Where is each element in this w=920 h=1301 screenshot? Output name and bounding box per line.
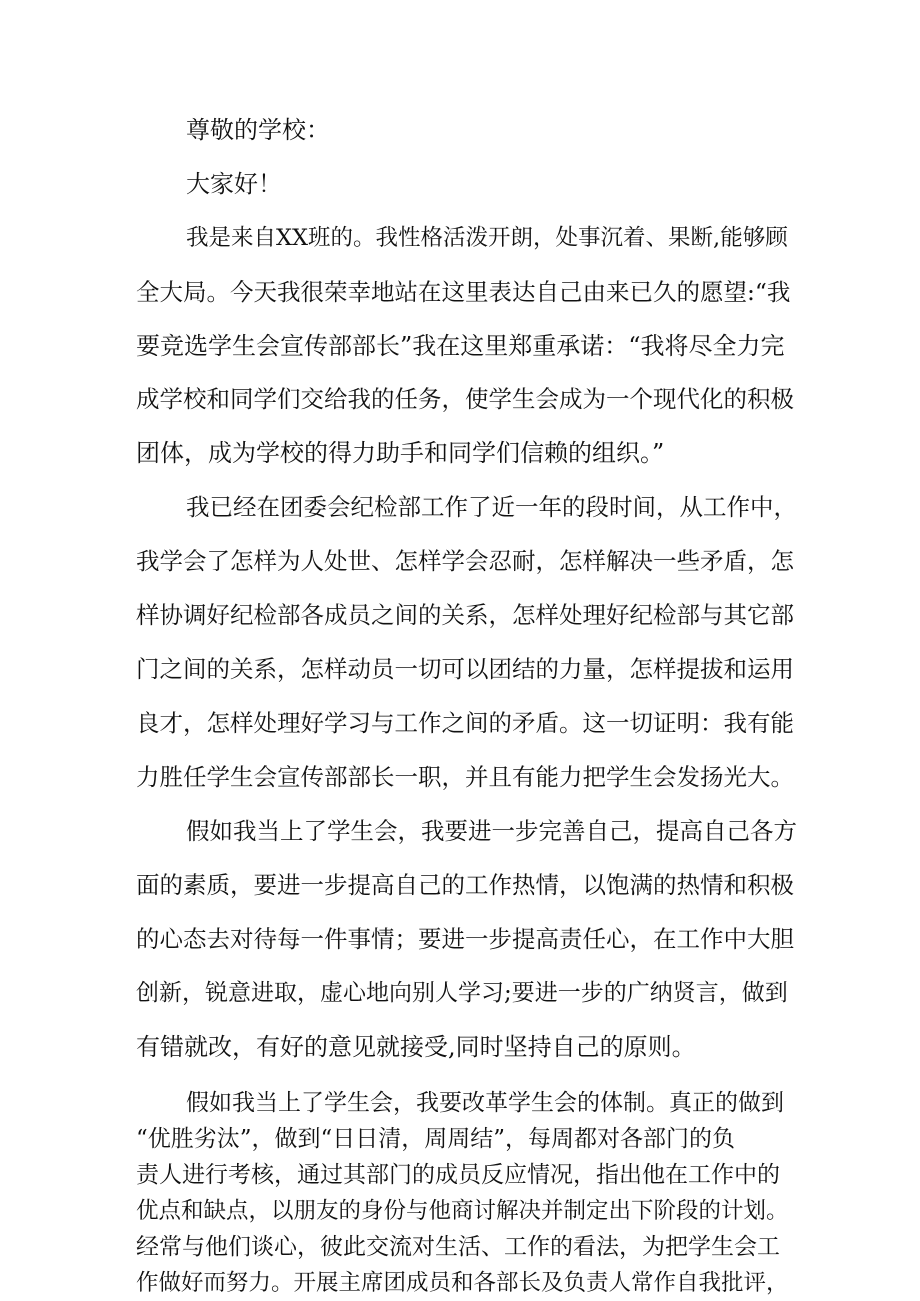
paragraph-line: 责人进行考核，通过其部门的成员反应情况，指出他在工作中的 — [136, 1162, 780, 1188]
paragraph-line: 团体，成为学校的得力助手和同学们信赖的组织。” — [136, 439, 665, 467]
paragraph-line: 优点和缺点，以朋友的身份与他商讨解决并制定出下阶段的计划。 — [136, 1198, 789, 1224]
paragraph-line: 有错就改，有好的意见就接受,同时坚持自己的原则。 — [136, 1033, 696, 1061]
salutation: 尊敬的学校： — [186, 116, 330, 144]
paragraph-line: 我学会了怎样为人处世、怎样学会忍耐，怎样解决一些矛盾，怎 — [136, 547, 794, 575]
paragraph-line: 假如我当上了学生会，我要进一步完善自己，提高自己各方 — [186, 817, 797, 845]
paragraph-line: 要竞选学生会宣传部部长”我在这里郑重承诺：“我将尽全力完 — [136, 332, 785, 360]
paragraph-line: 经常与他们谈心，彼此交流对生活、工作的看法，为把学生会工 — [136, 1234, 780, 1260]
paragraph-line: 全大局。今天我很荣幸地站在这里表达自己由来已久的愿望:“我 — [136, 278, 791, 306]
paragraph-line: 样协调好纪检部各成员之间的关系，怎样处理好纪检部与其它部 — [136, 601, 794, 629]
greeting: 大家好！ — [186, 170, 282, 198]
paragraph-line: 力胜任学生会宣传部部长一职，并且有能力把学生会发扬光大。 — [136, 763, 794, 791]
paragraph-line: 我已经在团委会纪检部工作了近一年的段时间，从工作中， — [186, 493, 797, 521]
paragraph-line: 创新，锐意进取，虚心地向别人学习;要进一步的广纳贤言，做到 — [136, 980, 788, 1006]
paragraph-line: 面的素质，要进一步提高自己的工作热情，以饱满的热情和积极 — [136, 871, 794, 899]
paragraph-line: 良才，怎样处理好学习与工作之间的矛盾。这一切证明：我有能 — [136, 709, 794, 737]
paragraph-line: “优胜劣汰”，做到“日日清，周周结”，每周都对各部门的负 — [136, 1126, 736, 1152]
paragraph-line: 的心态去对待每一件事情；要进一步提高责任心，在工作中大胆 — [136, 925, 794, 953]
paragraph-line: 门之间的关系，怎样动员一切可以团结的力量，怎样提拔和运用 — [136, 655, 794, 683]
paragraph-line: 假如我当上了学生会，我要改革学生会的体制。真正的做到 — [186, 1090, 784, 1116]
paragraph-line: 我是来自XX班的。我性格活泼开朗，处事沉着、果断,能够顾 — [186, 225, 788, 251]
paragraph-line: 成学校和同学们交给我的任务，使学生会成为一个现代化的积极 — [136, 385, 794, 413]
paragraph-line: 作做好而努力。开展主席团成员和各部长及负责人常作自我批评， — [136, 1270, 789, 1296]
